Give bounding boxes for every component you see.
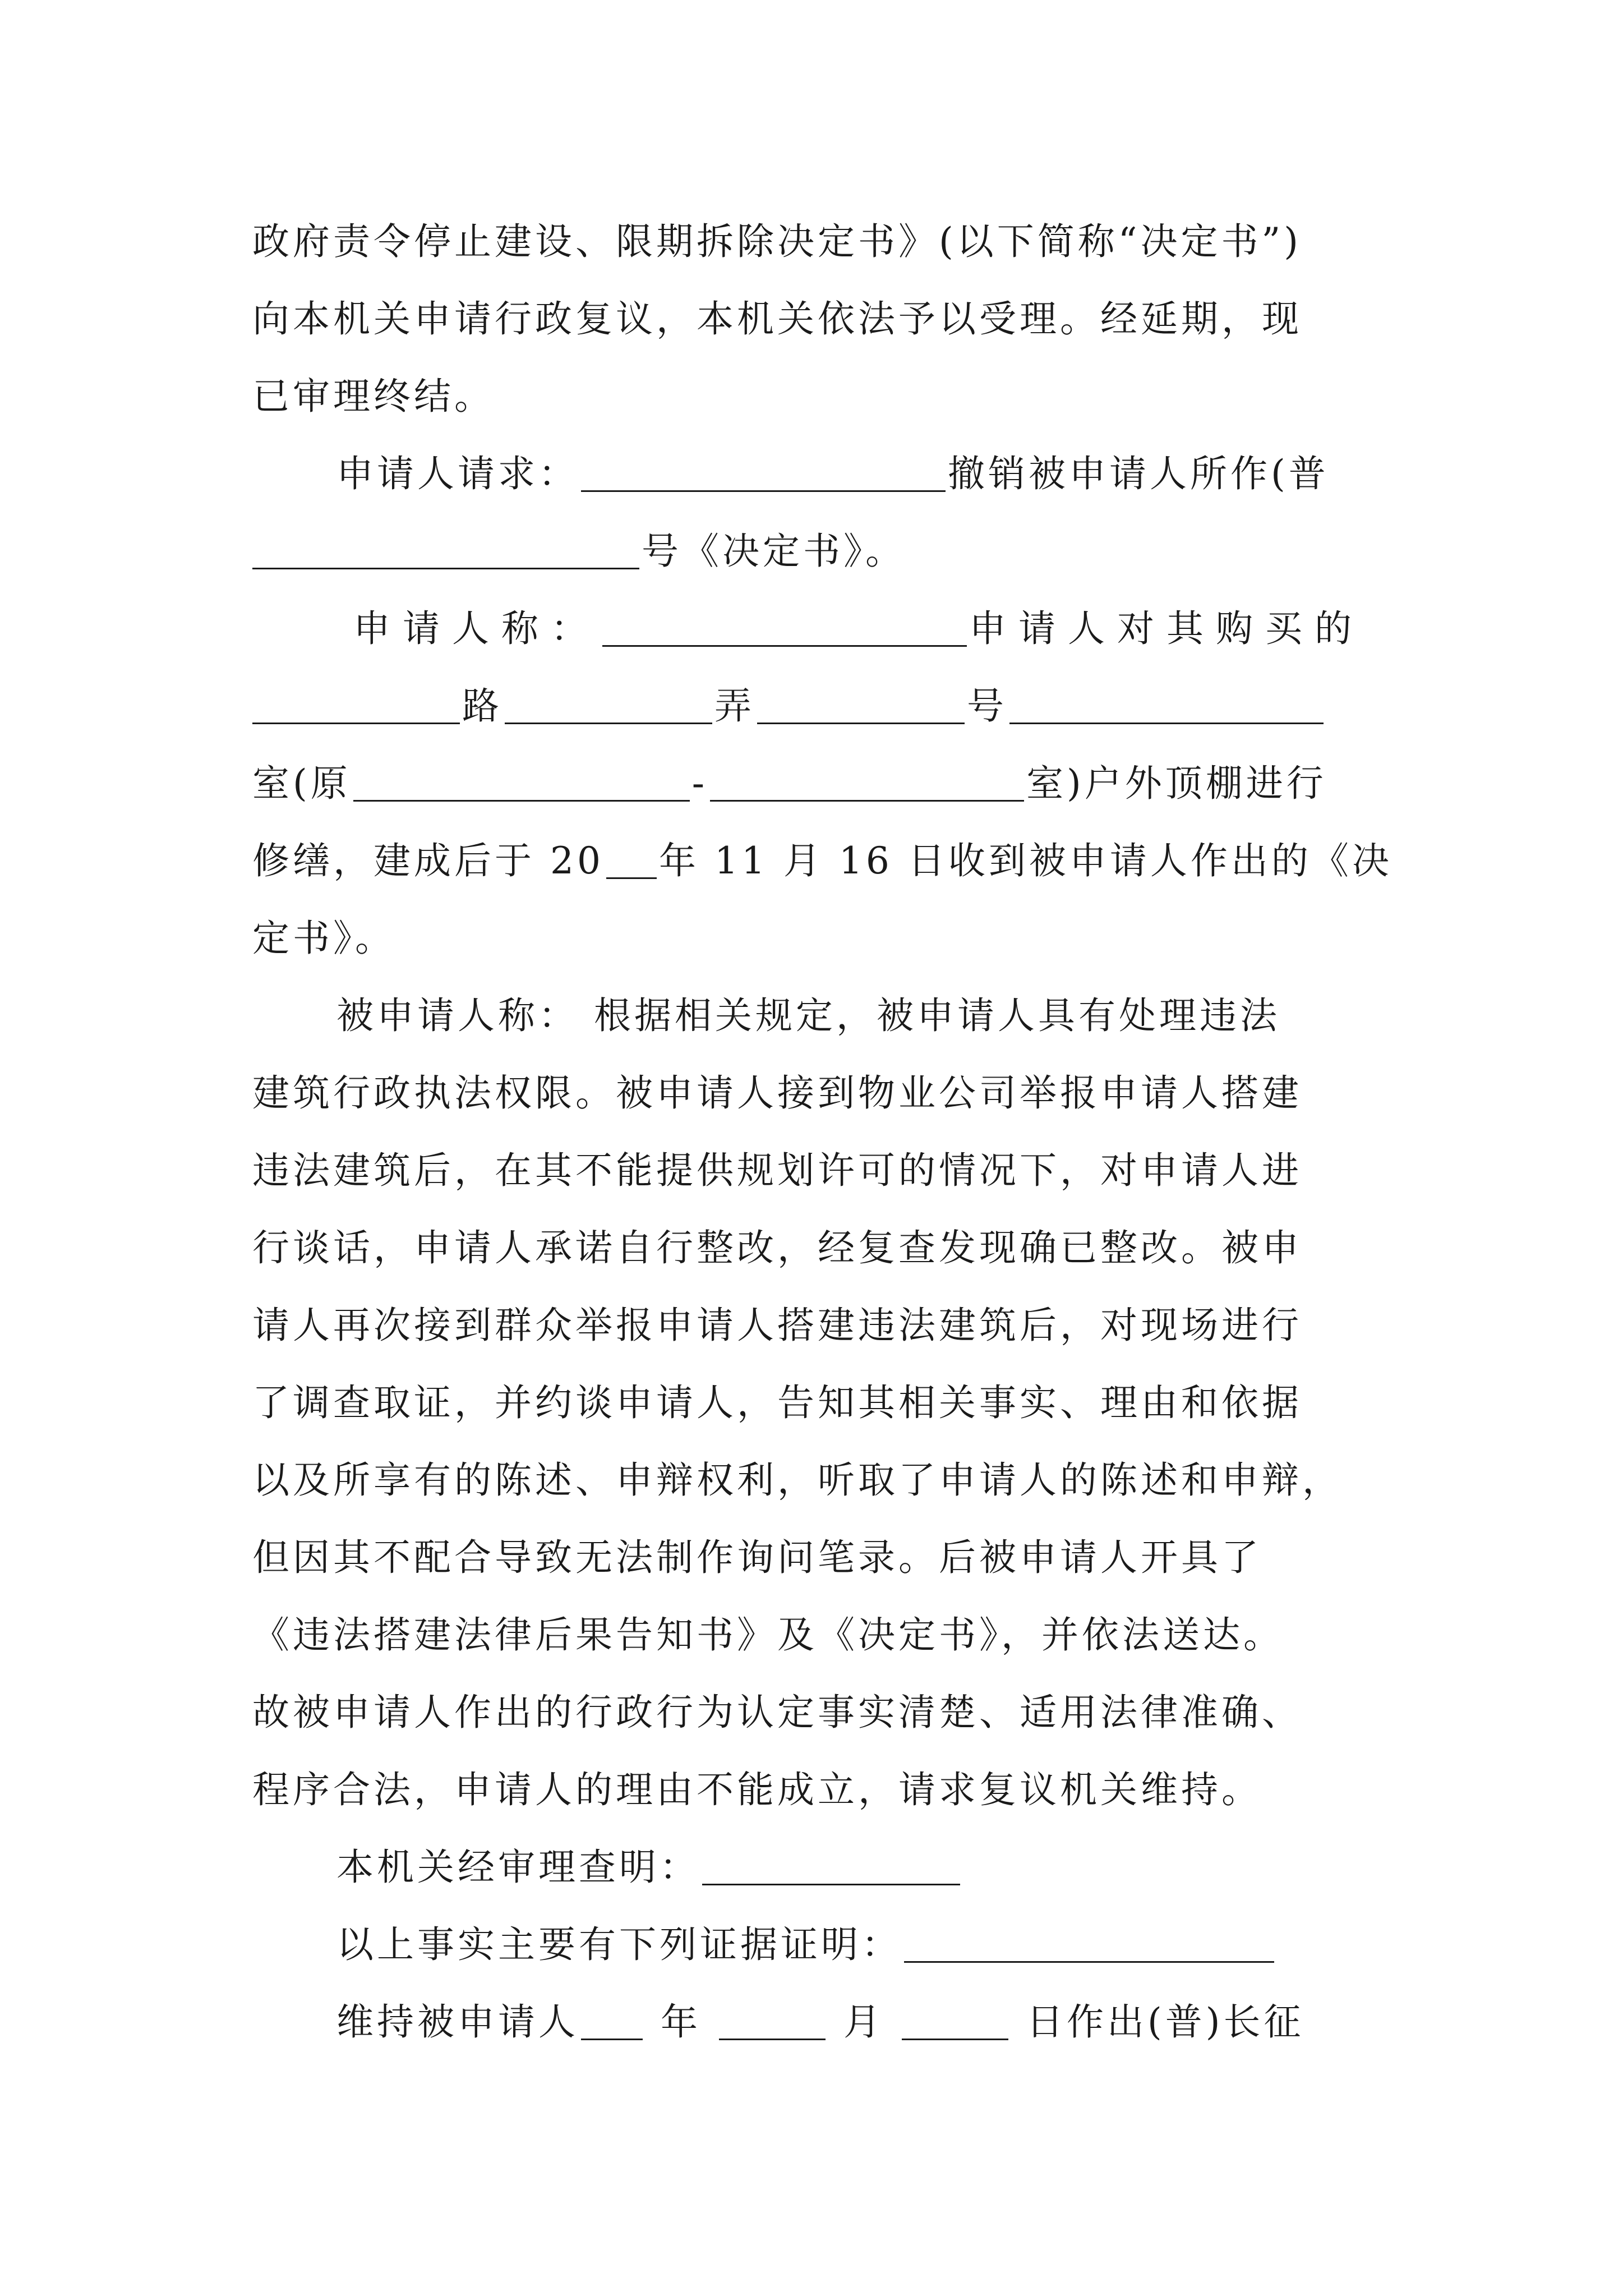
text: 年 11 月 16 日收到被申请人作出的《决 [658, 839, 1393, 882]
paragraph-line [252, 1682, 1391, 1743]
number-label: 号 [967, 684, 1007, 728]
fill-blank [719, 2004, 826, 2040]
text: 申请人对其购买的 [969, 607, 1364, 650]
fill-blank [902, 2004, 1008, 2040]
section-label: 以上事实主要有下列证据证明： [336, 1923, 902, 1966]
text: 被申请人称： 根据相关规定，被申请人具有处理违法 [336, 994, 1280, 1037]
paragraph-line [252, 1372, 1391, 1434]
evidence-line [336, 1914, 1475, 1976]
paragraph-line [252, 1062, 1391, 1124]
address-line [252, 753, 1391, 815]
paragraph-line [252, 830, 1391, 892]
fill-blank [505, 688, 712, 724]
text: 已审理终结。 [252, 375, 495, 418]
room-label: 室(原 [252, 762, 351, 805]
paragraph-line [252, 1217, 1391, 1279]
text: 政府责令停止建设、限期拆除决定书》(以下简称“决定书”) [252, 220, 1302, 263]
text: 故被申请人作出的行政行为认定事实清楚、适用法律准确、 [252, 1691, 1302, 1734]
section-label: 申请人请求： [336, 452, 579, 495]
paragraph-line [252, 1759, 1391, 1821]
paragraph-line [252, 521, 1391, 582]
text: 撤销被申请人所作(普 [948, 452, 1329, 495]
month-label: 月 [843, 2000, 884, 2044]
dash: - [691, 762, 708, 805]
fill-blank [710, 765, 1024, 802]
text: 定书》。 [252, 917, 395, 960]
fill-blank [1009, 688, 1324, 724]
fill-blank [702, 1849, 960, 1885]
fill-blank [606, 843, 657, 879]
fill-blank [757, 688, 965, 724]
paragraph-line [252, 366, 1391, 427]
text: 室)户外顶棚进行 [1026, 762, 1327, 805]
section-label: 申请人称： [353, 607, 600, 650]
text: 但因其不配合导致无法制作询问笔录。后被申请人开具了 [252, 1536, 1262, 1579]
paragraph-line [252, 1604, 1391, 1666]
paragraph-line [252, 1295, 1391, 1356]
paragraph-line [252, 908, 1391, 969]
paragraph-line [252, 1450, 1391, 1511]
text: 行谈话，申请人承诺自行整改，经复查发现确已整改。被申 [252, 1226, 1302, 1269]
fill-blank [602, 610, 967, 647]
text: 维持被申请人 [336, 2000, 579, 2044]
fill-blank [252, 688, 460, 724]
text: 了调查取证，并约谈申请人，告知其相关事实、理由和依据 [252, 1381, 1302, 1424]
decision-line [336, 1991, 1475, 2053]
section-label: 本机关经审理查明： [336, 1846, 700, 1889]
applicant-claim-line [353, 598, 1492, 660]
text: 请人再次接到群众举报申请人搭建违法建筑后，对现场进行 [252, 1304, 1302, 1347]
fill-blank [353, 765, 690, 802]
fill-blank [581, 455, 946, 492]
respondent-claim-line [336, 985, 1475, 1047]
text: 建筑行政执法权限。被申请人接到物业公司举报申请人搭建 [252, 1071, 1302, 1115]
paragraph-line [252, 288, 1391, 350]
text: 《违法搭建法律后果告知书》及《决定书》，并依法送达。 [252, 1613, 1284, 1657]
paragraph-line [252, 211, 1391, 273]
fill-blank [581, 2004, 643, 2040]
text: 修缮，建成后于 20 [252, 839, 604, 882]
text: 向本机关申请行政复议，本机关依法予以受理。经延期，现 [252, 297, 1302, 341]
year-label: 年 [661, 2000, 701, 2044]
findings-line [336, 1837, 1475, 1898]
fill-blank [904, 1926, 1274, 1963]
paragraph-line [252, 1527, 1391, 1589]
lane-label: 弄 [714, 684, 755, 728]
text: 违法建筑后，在其不能提供规划许可的情况下，对申请人进 [252, 1149, 1302, 1192]
road-label: 路 [462, 684, 502, 728]
address-line [252, 675, 1391, 737]
fill-blank [252, 533, 639, 569]
applicant-request-line [336, 443, 1475, 505]
text: 日作出(普)长征 [1026, 2000, 1304, 2044]
text: 号《决定书》。 [642, 530, 906, 573]
text: 程序合法，申请人的理由不能成立，请求复议机关维持。 [252, 1768, 1262, 1811]
paragraph-line [252, 1140, 1391, 1202]
text: 以及所享有的陈述、申辩权利，听取了申请人的陈述和申辩， [252, 1458, 1343, 1502]
